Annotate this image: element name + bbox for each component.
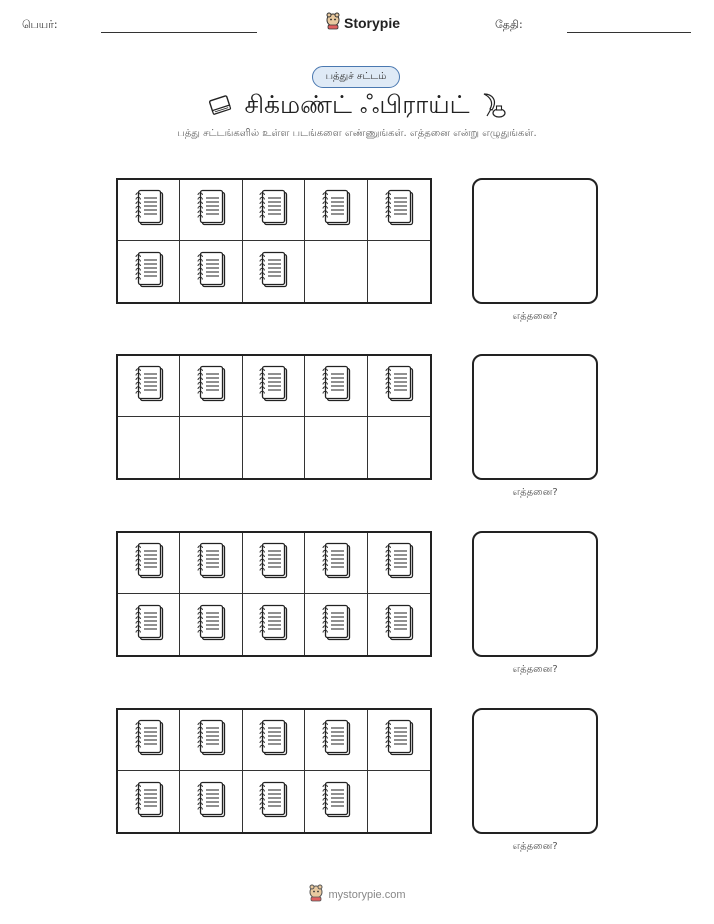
- notebook-icon: [194, 540, 228, 586]
- notebook-icon: [319, 187, 353, 233]
- notebook-icon: [319, 540, 353, 586]
- quill-inkwell-icon: [478, 90, 508, 124]
- ten-frame: [116, 178, 432, 304]
- frame-cell: [368, 533, 430, 594]
- frame-cell: [243, 417, 305, 478]
- notebook-icon: [256, 717, 290, 763]
- frame-cell: [180, 594, 242, 655]
- frame-cell: [118, 417, 180, 478]
- frame-cell: [180, 180, 242, 241]
- frame-cell: [368, 771, 430, 832]
- frame-cell: [243, 710, 305, 771]
- notebook-icon: [194, 249, 228, 295]
- frame-cell: [118, 241, 180, 302]
- frame-cell: [305, 356, 367, 417]
- notebook-icon: [132, 602, 166, 648]
- how-many-label: எத்தனை?: [512, 311, 558, 322]
- footer: [0, 884, 714, 906]
- date-line[interactable]: [567, 32, 691, 33]
- ten-frame: [116, 708, 432, 834]
- frame-cell: [305, 594, 367, 655]
- frame-cell: [243, 241, 305, 302]
- frame-cell: [180, 533, 242, 594]
- frame-cell: [180, 771, 242, 832]
- frame-cell: [368, 180, 430, 241]
- frame-cell: [368, 356, 430, 417]
- notebook-icon: [319, 363, 353, 409]
- frame-cell: [180, 710, 242, 771]
- notebook-icon: [256, 363, 290, 409]
- notebook-icon: [256, 249, 290, 295]
- notebook-icon: [319, 779, 353, 825]
- frame-cell: [368, 710, 430, 771]
- ten-frame: [116, 354, 432, 480]
- brand-name: Storypie: [344, 15, 401, 31]
- frame-cell: [180, 417, 242, 478]
- frame-cell: [305, 241, 367, 302]
- frame-cell: [118, 710, 180, 771]
- frame-cell: [243, 180, 305, 241]
- notebook-icon: [382, 187, 416, 233]
- notebook-icon: [132, 187, 166, 233]
- notebook-icon: [256, 602, 290, 648]
- page-title: சிக்மண்ட் ஃபிராய்ட்: [244, 90, 470, 119]
- notebook-icon: [382, 717, 416, 763]
- frame-cell: [243, 533, 305, 594]
- notebook-icon: [319, 602, 353, 648]
- answer-box[interactable]: [472, 354, 598, 480]
- notebook-icon: [256, 187, 290, 233]
- how-many-label: எத்தனை?: [512, 841, 558, 852]
- frame-cell: [305, 417, 367, 478]
- name-label: பெயர்:: [22, 18, 58, 31]
- notebook-icon: [256, 540, 290, 586]
- notebook-icon: [132, 540, 166, 586]
- frame-cell: [305, 771, 367, 832]
- brand-logo: [325, 12, 400, 34]
- notebook-icon: [194, 779, 228, 825]
- frame-cell: [368, 241, 430, 302]
- frame-cell: [118, 356, 180, 417]
- mascot-icon: [308, 884, 324, 906]
- answer-box[interactable]: [472, 708, 598, 834]
- frame-cell: [118, 771, 180, 832]
- frame-cell: [305, 180, 367, 241]
- notebook-icon: [132, 249, 166, 295]
- answer-box[interactable]: [472, 178, 598, 304]
- frame-cell: [243, 771, 305, 832]
- date-label: தேதி:: [495, 18, 523, 31]
- notebook-icon: [132, 717, 166, 763]
- frame-cell: [243, 594, 305, 655]
- notebook-icon: [319, 717, 353, 763]
- notebook-icon: [382, 602, 416, 648]
- notebook-icon: [194, 717, 228, 763]
- frame-cell: [305, 533, 367, 594]
- worksheet-type-badge: பத்துச் சட்டம்: [312, 66, 400, 88]
- frame-cell: [368, 594, 430, 655]
- notebook-icon: [256, 779, 290, 825]
- how-many-label: எத்தனை?: [512, 487, 558, 498]
- notebook-icon: [382, 540, 416, 586]
- frame-cell: [118, 533, 180, 594]
- instructions: பத்து சட்டங்களில் உள்ள படங்களை எண்ணுங்கள். எத்தனை என்று எழுதுங்கள்.: [177, 128, 537, 139]
- how-many-label: எத்தனை?: [512, 664, 558, 675]
- frame-cell: [305, 710, 367, 771]
- notebook-icon: [382, 363, 416, 409]
- notebook-icon: [194, 363, 228, 409]
- frame-cell: [118, 180, 180, 241]
- mascot-icon: [325, 12, 341, 34]
- notebook-icon: [194, 602, 228, 648]
- frame-cell: [243, 356, 305, 417]
- ten-frame: [116, 531, 432, 657]
- frame-cell: [180, 241, 242, 302]
- notebook-icon: [132, 779, 166, 825]
- answer-box[interactable]: [472, 531, 598, 657]
- notebook-icon: [132, 363, 166, 409]
- frame-cell: [368, 417, 430, 478]
- title-row: [0, 88, 714, 124]
- frame-cell: [118, 594, 180, 655]
- footer-site: mystorypie.com: [328, 889, 406, 901]
- notebook-icon: [194, 187, 228, 233]
- name-line[interactable]: [101, 32, 257, 33]
- frame-cell: [180, 356, 242, 417]
